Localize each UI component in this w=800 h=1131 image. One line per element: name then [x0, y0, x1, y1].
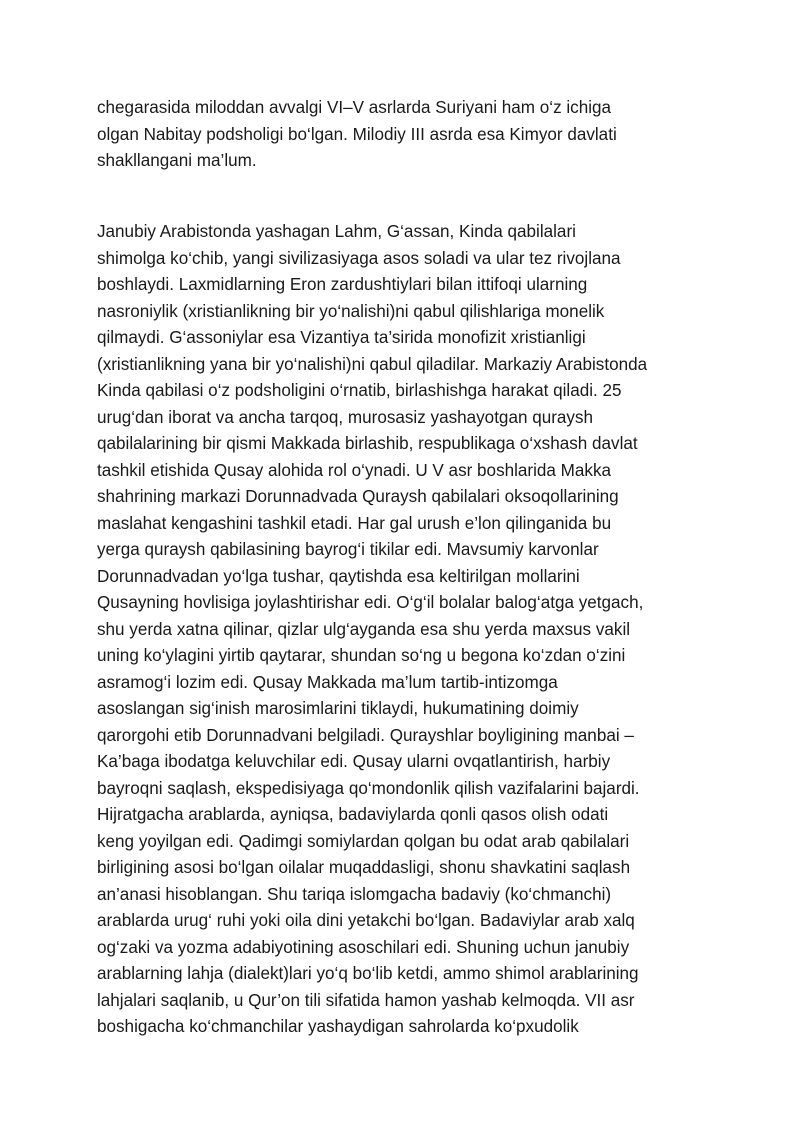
text-line: Dorunnadvadan yo‘lga tushar, qaytishda esa keltirilgan mollarini: [97, 566, 580, 586]
text-line: asoslangan sig‘inish marosimlarini tiklaydi, hukumatining doimiy: [97, 699, 579, 718]
text-line: (xristianlikning yana bir yo‘nalishi)ni qabul qiladilar. Markaziy Arabistonda: [97, 354, 648, 374]
text-line: boshigacha ko‘chmanchilar yashaydigan sahrolarda ko‘pxudolik: [97, 1017, 579, 1036]
text-line: tashkil etishida Qusay alohida rol o‘ynadi. U V asr boshlarida Makka: [97, 460, 612, 480]
text-line: Qusayning hovlisiga joylashtirishar edi. O‘g‘il bolalar balog‘atga yetgach,: [97, 593, 644, 612]
text-line: qabilalarining bir qismi Makkada birlashib, respublikaga o‘xshash davlat: [97, 434, 638, 453]
text-line: shakllangani ma’lum.: [97, 151, 257, 170]
text-line: keng yoyilgan edi. Qadimgi somiylardan qolgan bu odat arab qabilalari: [97, 831, 630, 851]
text-line: yerga quraysh qabilasining bayrog‘i tikilar edi. Mavsumiy karvonlar: [97, 540, 599, 559]
text-line: shimolga ko‘chib, yangi sivilizasiyaga asos soladi va ular tez rivojlana: [97, 248, 621, 268]
text-line: Janubiy Arabistonda yashagan Lahm, G‘assan, Kinda qabilalari: [97, 222, 576, 241]
text-line: urug‘dan iborat va ancha tarqoq, murosasiz yashayotgan quraysh: [97, 407, 594, 427]
text-line: chegarasida miloddan avvalgi VI–V asrlarda Suriyani ham o‘z ichiga: [97, 98, 612, 117]
paragraph-1: [97, 95, 737, 175]
text-line: arablarning lahja (dialekt)lari yo‘q bo‘lib ketdi, ammo shimol arablarining: [97, 964, 639, 983]
text-line: shahrining markazi Dorunnadvada Quraysh qabilalari oksoqollarining: [97, 487, 619, 506]
text-line: og‘zaki va yozma adabiyotining asoschilari edi. Shuning uchun janubiy: [97, 937, 630, 957]
text-line: lahjalari saqlanib, u Qur’on tili sifatida hamon yashab kelmoqda. VII asr: [97, 990, 635, 1010]
text-line: asramog‘i lozim edi. Qusay Makkada ma’lum tartib-intizomga: [97, 672, 558, 692]
text-line: bayroqni saqlash, ekspedisiyaga qo‘mondonlik qilish vazifalarini bajardi.: [97, 778, 640, 798]
text-line: an’anasi hisoblangan. Shu tariqa islomgacha badaviy (ko‘chmanchi): [97, 884, 612, 904]
text-line: boshlaydi. Laxmidlarning Eron zardushtiylari bilan ittifoqi ularning: [97, 275, 588, 294]
text-line: olgan Nabitay podsholigi bo‘lgan. Milodiy III asrda esa Kimyor davlati: [97, 124, 617, 144]
text-line: qilmaydi. G‘assoniylar esa Vizantiya ta’sirida monofizit xristianligi: [97, 328, 586, 347]
text-line: uning ko‘ylagini yirtib qaytarar, shundan so‘ng u begona ko‘zdan o‘zini: [97, 646, 626, 665]
text-line: Hijratgacha arablarda, ayniqsa, badaviylarda qonli qasos olish odati: [97, 805, 609, 824]
text-line: arablarda urug‘ ruhi yoki oila dini yetakchi bo‘lgan. Badaviylar arab xalq: [97, 911, 635, 930]
text-line: shu yerda xatna qilinar, qizlar ulg‘ayganda esa shu yerda maxsus vakil: [97, 619, 631, 639]
paragraph-2: [97, 219, 737, 1041]
text-line: maslahat kengashini tashkil etadi. Har gal urush e’lon qilinganida bu: [97, 513, 612, 533]
text-line: nasroniylik (xristianlikning bir yo‘nalishi)ni qabul qilishlariga monelik: [97, 301, 605, 321]
text-line: Ka’baga ibodatga keluvchilar edi. Qusay ularni ovqatlantirish, harbiy: [97, 752, 611, 771]
text-line: qarorgohi etib Dorunnadvani belgiladi. Qurayshlar boyligining manbai –: [97, 725, 634, 745]
text-line: Kinda qabilasi o‘z podsholigini o‘rnatib, birlashishga harakat qiladi. 25: [97, 381, 622, 400]
text-line: birligining asosi bo‘lgan oilalar muqaddasligi, shonu shavkatini saqlash: [97, 858, 631, 877]
